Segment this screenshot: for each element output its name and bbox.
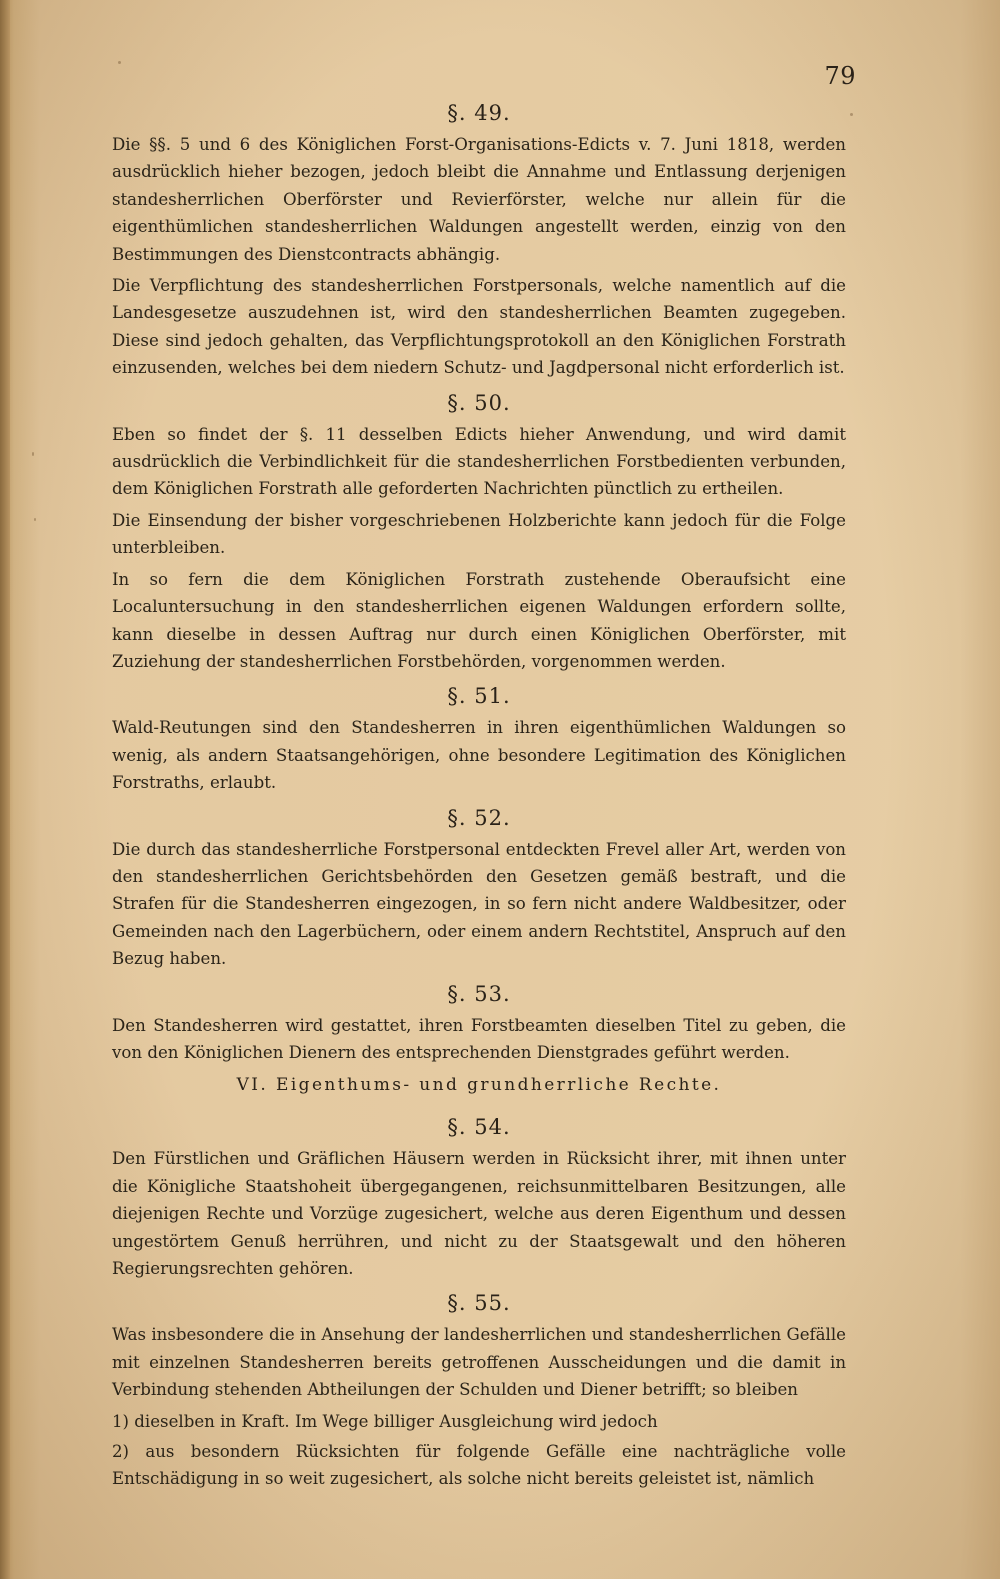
list-item: 2) aus besondern Rücksichten für folgende Gefälle eine nachträgliche volle Entschädigung in so weit zugesichert, als solche nicht bereits geleistet ist, nämlich bbox=[112, 1442, 846, 1489]
page-text bbox=[112, 96, 846, 1496]
paragraph: In so fern die dem Königlichen Forstrath zustehende Oberaufsicht eine Localuntersuchung in den standesherrlichen eigenen Waldungen erfordern sollte, kann dieselbe in dessen Auftrag nur durch einen Königlichen Oberförster, mit Zuziehung der standesherrlichen Forstbehörden, vorgenommen werden. bbox=[112, 569, 846, 671]
section-heading: §. 53. bbox=[447, 981, 511, 1006]
paragraph: Die Verpflichtung des standesherrlichen Forstpersonals, welche namentlich auf die Landesgesetze auszudehnen ist, wird den standesherrlichen Beamten zugegeben. Diese sind jedoch gehalten, das Verpflichtungsprotokoll an den Königlichen Forstrath einzusenden, welches bei dem niedern Schutz- und Jagdpersonal nicht erforderlich ist. bbox=[112, 276, 846, 378]
page-number: 79 bbox=[824, 62, 856, 90]
section-heading: §. 54. bbox=[447, 1115, 511, 1140]
section-53 bbox=[112, 977, 846, 1067]
page-binding-edge bbox=[0, 0, 10, 1579]
section-55 bbox=[112, 1286, 846, 1492]
section-heading: §. 49. bbox=[447, 101, 511, 125]
paragraph: Den Fürstlichen und Gräflichen Häusern werden in Rücksicht ihrer, mit ihnen unter die Königliche Staatshoheit übergegangenen, reichsunmittelbaren Besitzungen, alle diejenigen Rechte und Vorzüge zugesichert, welche aus deren Eigenthum und dessen ungestörtem Genuß herrühren, und nicht zu der Staatsgewalt und den höheren Regierungsrechten gehören. bbox=[112, 1149, 846, 1278]
section-heading: §. 51. bbox=[447, 684, 511, 709]
paragraph: Die durch das standesherrliche Forstpersonal entdeckten Frevel aller Art, werden von den standesherrlichen Gerichtsbehörden den Gesetzen gemäß bestraft, und die Strafen für die Standesherren eingezogen, in so fern nicht andere Waldbesitzer, oder Gemeinden nach den Lagerbüchern, oder einem andern Rechtstitel, Anspruch auf den Bezug haben. bbox=[112, 839, 846, 969]
paragraph: Die §§. 5 und 6 des Königlichen Forst-Organisations-Edicts v. 7. Juni 1818, werden ausdrücklich hieher bezogen, jedoch bleibt die Annahme und Entlassung derjenigen standesherrlichen Oberförster und Revierförster, welche nur allein für die eigenthümlichen standesherrlichen Waldungen angestellt werden, einzig von den Bestimmungen des Dienstcontracts abhängig. bbox=[112, 135, 846, 264]
section-51 bbox=[112, 679, 846, 796]
paragraph: Die Einsendung der bisher vorgeschriebenen Holzberichte kann jedoch für die Folge unterbleiben. bbox=[112, 510, 846, 558]
section-54 bbox=[112, 1110, 846, 1282]
paragraph: Eben so findet der §. 11 desselben Edicts hieher Anwendung, und wird damit ausdrücklich die Verbindlichkeit für die standesherrlichen Forstbedienten verbunden, dem Königlichen Forstrath alle geforderten Nachrichten pünctlich zu ertheilen. bbox=[112, 424, 846, 499]
paragraph: Wald-Reutungen sind den Standesherren in ihren eigenthümlichen Waldungen so wenig, als andern Staatsangehörigen, ohne besondere Legitimation des Königlichen Forstraths, erlaubt. bbox=[112, 718, 846, 793]
chapter-heading: VI. Eigenthums- und grundherrliche Rechte. bbox=[236, 1075, 722, 1096]
paper-speck bbox=[850, 113, 853, 116]
list-item: 1) dieselben in Kraft. Im Wege billiger Ausgleichung wird jedoch bbox=[112, 1411, 658, 1431]
section-heading: §. 55. bbox=[447, 1291, 511, 1316]
paragraph: Was insbesondere die in Ansehung der landesherrlichen und standesherrlichen Gefälle mit einzelnen Standesherren bereits getroffenen Ausscheidungen und die damit in Verbindung stehenden Abtheilungen der Schulden und Diener betrifft; so bleiben bbox=[112, 1325, 846, 1400]
paper-speck bbox=[118, 61, 121, 64]
paper-speck bbox=[34, 518, 36, 521]
section-49 bbox=[112, 96, 846, 382]
section-heading: §. 50. bbox=[447, 390, 511, 415]
paper-speck bbox=[32, 452, 34, 456]
section-heading: §. 52. bbox=[447, 805, 511, 830]
section-50 bbox=[112, 386, 846, 676]
section-52 bbox=[112, 801, 846, 973]
paragraph: Den Standesherren wird gestattet, ihren Forstbeamten dieselben Titel zu geben, die von den Königlichen Dienern des entsprechenden Dienstgrades geführt werden. bbox=[112, 1015, 846, 1062]
